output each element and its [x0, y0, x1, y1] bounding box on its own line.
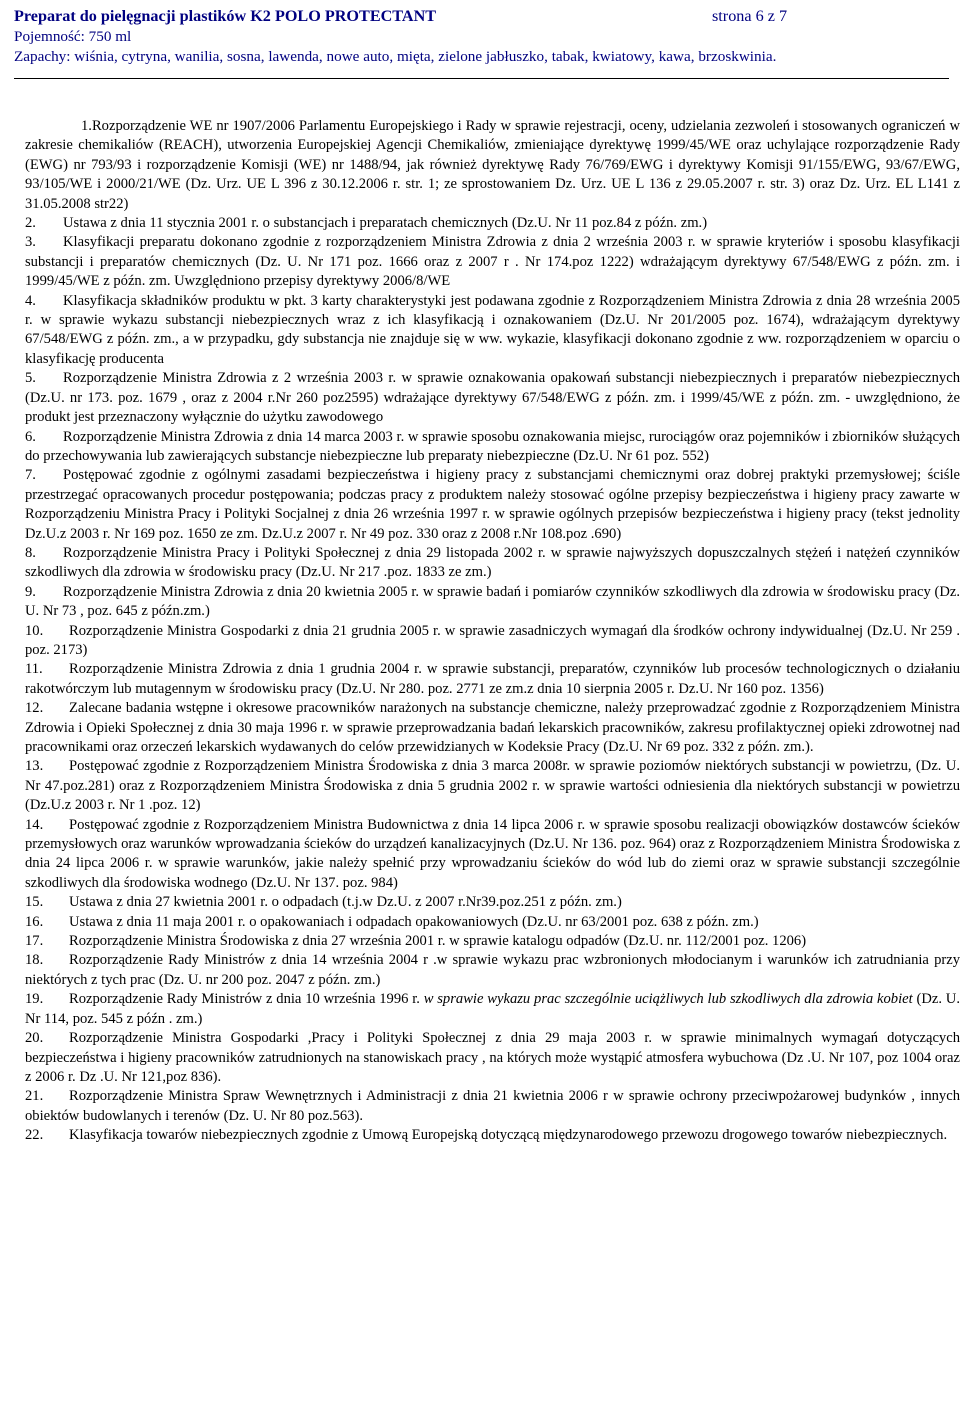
item-number: 1. [81, 118, 92, 134]
list-item [25, 466, 960, 544]
page-indicator: strona 6 z 7 [712, 7, 788, 25]
item-number: 8. [25, 544, 36, 561]
document-title: Preparat do pielęgnacji plastików K2 POLO PROTECTANT [14, 7, 437, 25]
item-text: Ustawa z dnia 11 stycznia 2001 r. o substancjach i preparatach chemicznych (Dz.U. Nr 11 poz.84 z późn. zm.) [63, 215, 708, 232]
item-text: Klasyfikacja towarów niebezpiecznych zgodnie z Umową Europejską dotyczącą międzynarodowego przewozu drogowego towarów niebezpiecznych. [69, 1127, 948, 1144]
list-item [25, 1126, 960, 1145]
item-text: Rozporządzenie Ministra Zdrowia z dnia 20 kwietnia 2005 r. w sprawie badań i pomiarów czynników szkodliwych dla zdrowia w środowisku pracy (Dz. U. Nr 73 , poz. 645 z późn.zm.) [25, 583, 960, 620]
item-number: 14. [25, 816, 44, 833]
item-text-italic: w sprawie wykazu prac szczególnie uciążliwych lub szkodliwych dla zdrowia kobiet [423, 991, 913, 1008]
list-item [25, 913, 960, 932]
item-number: 2. [25, 215, 36, 232]
list-item [25, 699, 960, 757]
list-item [25, 233, 960, 291]
list-item [25, 214, 960, 233]
item-number: 21. [25, 1088, 44, 1105]
list-item [25, 544, 960, 583]
item-number: 17. [25, 933, 44, 950]
item-text: Postępować zgodnie z Rozporządzeniem Ministra Środowiska z dnia 3 marca 2008r. w sprawie poziomów niektórych substancji w powietrzu, (Dz. U. Nr 47.poz.281) oraz z Rozporządzeniem Ministra Środowiska z dnia 5 grudnia 2002 r. w sprawie wartości odniesienia dla niektórych substancji w powietrzu (Dz.U.z 2003 r. Nr 1 .poz. 12) [25, 758, 960, 814]
item-number: 18. [25, 952, 44, 969]
item-text: Postępować zgodnie z ogólnymi zasadami bezpieczeństwa i higieny pracy z substancjami chemicznymi oraz dobrej praktyki przemysłowej; ściśle przestrzegać opracowanych procedur postępowania; podczas pracy z produktem należy stosować ogólne przepisy bezpieczeństwa i higieny pracy zawarte w Rozporządzeniu Ministra Pracy i Polityki Socjalnej z dnia 26 września 1997 r. w sprawie ogólnych przepisów bezpieczeństwa i higieny pracy (tekst jednolity Dz.U.z 2003 r. Nr 169 poz. 1650 ze zm. Dz.U.z 2007 r. Nr 49 poz. 330 oraz z 2008 r.Nr 108.poz .690) [25, 467, 960, 542]
item-text: Rozporządzenie Ministra Spraw Wewnętrznych i Administracji z dnia 21 kwietnia 2006 r w sprawie ochrony przeciwpożarowej budynków , innych obiektów budowlanych i terenów (Dz. U. Nr 80 poz.563). [25, 1088, 960, 1124]
list-item [25, 990, 960, 1029]
item-text: Rozporządzenie Ministra Środowiska z dnia 27 września 2001 r. w sprawie katalogu odpadów (Dz.U. nr. 112/2001 poz. 1206) [69, 933, 807, 950]
list-item [25, 660, 960, 699]
item-number: 5. [25, 370, 36, 387]
item-number: 16. [25, 913, 44, 930]
item-text: Rozporządzenie Ministra Zdrowia z 2 września 2003 r. w sprawie oznakowania opakowań substancji niebezpiecznych i preparatów niebezpiecznych (Dz.U. nr 173. poz. 1679 , oraz z 2004 r.Nr 260 poz2595) wdrażające dyrektywy 67/548/EWG z późn. zm. i 1999/45/WE z późn. zm. - uwzględniono, że produkt jest przeznaczony wyłącznie do użytku zawodowego [25, 370, 960, 426]
item-text-part: Rozporządzenie Rady Ministrów z dnia 10 września 1996 r. [69, 991, 424, 1008]
list-item [25, 1029, 960, 1087]
item-text: Rozporządzenie Ministra Zdrowia z dnia 1 grudnia 2004 r. w sprawie substancji, preparatów, czynników lub procesów technologicznych o działaniu rakotwórczym lub mutagennym w środowisku pracy (Dz.U. Nr 280. poz. 2771 ze zm.z dnia 10 sierpnia 2005 r. Dz.U. Nr 160 poz. 1356) [25, 661, 960, 697]
item-number: 13. [25, 758, 44, 775]
item-number: 12. [25, 700, 44, 717]
item-number: 15. [25, 894, 44, 911]
list-item [25, 292, 960, 370]
item-number: 3. [25, 234, 36, 251]
item-number: 20. [25, 1030, 44, 1047]
list-item [25, 951, 960, 990]
list-item [25, 816, 960, 894]
capacity-line: Pojemność: 750 ml [14, 28, 132, 45]
item-text: Rozporządzenie Ministra Zdrowia z dnia 14 marca 2003 r. w sprawie sposobu oznakowania miejsc, rurociągów oraz pojemników i zbiorników służących do przechowywania lub zawierających substancje niebezpieczne lub preparaty niebezpieczne (Dz.U. Nr 61 poz. 552) [25, 428, 960, 464]
item-text: Ustawa z dnia 27 kwietnia 2001 r. o odpadach (t.j.w Dz.U. z 2007 r.Nr39.poz.251 z późn. zm.) [69, 894, 622, 911]
item-text: Zalecane badania wstępne i okresowe pracowników narażonych na substancje chemiczne, należy przeprowadzać zgodnie z Rozporządzeniem Ministra Zdrowia i Opieki Społecznej z dnia 30 maja 1996 r. w sprawie przeprowadzania badań lekarskich pracowników, zakresu profilaktycznej opieki zdrowotnej nad pracownikami oraz orzeczeń lekarskich wydawanych do celów przewidzianych w Kodeksie Pracy (Dz.U. Nr 69 poz. 332 z późn. zm.). [25, 700, 960, 755]
list-item [25, 932, 960, 951]
item-text: Ustawa z dnia 11 maja 2001 r. o opakowaniach i odpadach opakowaniowych (Dz.U. nr 63/2001 poz. 638 z późn. zm.) [69, 913, 759, 930]
item-number: 6. [25, 428, 36, 445]
page-header [14, 6, 949, 67]
list-item [25, 117, 960, 214]
item-number: 19. [25, 991, 44, 1008]
item-number: 10. [25, 622, 44, 639]
item-text: Rozporządzenie Ministra Gospodarki z dnia 21 grudnia 2005 r. w sprawie zasadniczych wymagań dla środków ochrony indywidualnej (Dz.U. Nr 259 . poz. 2173) [25, 622, 960, 658]
list-item [25, 622, 960, 661]
list-item [25, 369, 960, 427]
item-number: 7. [25, 467, 36, 484]
item-text: Klasyfikacji preparatu dokonano zgodnie z rozporządzeniem Ministra Zdrowia z dnia 2 września 2003 r. w sprawie kryteriów i sposobu klasyfikacji substancji i preparatów chemicznych (Dz. U. Nr 171 poz. 1666 oraz z 2007 r . Nr 174.poz 1222) wdrażającym dyrektywy 67/548/EWG z późn. zm. i 1999/45/WE z późn. zm. Uwzględniono przepisy dyrektywy 2006/8/WE [25, 234, 960, 290]
item-number: 9. [25, 583, 36, 600]
item-number: 11. [25, 661, 43, 678]
header-divider [14, 78, 949, 79]
item-text: Rozporządzenie Ministra Gospodarki ,Pracy i Polityki Społecznej z dnia 29 maja 2003 r. w sprawie minimalnych wymagań dotyczących bezpieczeństwa i higieny pracowników zatrudnionych na stanowiskach pracy , na których może wystąpić atmosfera wybuchowa (Dz .U. Nr 107, poz 1004 oraz z 2006 r. Dz .U. Nr 121,poz 836). [25, 1030, 960, 1085]
item-text: Rozporządzenie Ministra Pracy i Polityki Społecznej z dnia 29 listopada 2002 r. w sprawie najwyższych dopuszczalnych stężeń i natężeń czynników szkodliwych dla zdrowia w środowisku pracy (Dz.U. Nr 217 .poz. 1833 ze zm.) [25, 544, 960, 581]
scents-line: Zapachy: wiśnia, cytryna, wanilia, sosna, lawenda, nowe auto, mięta, zielone jabłuszko, tabak, kwiatowy, kawa, brzoskwinia. [14, 48, 777, 65]
list-item [25, 583, 960, 622]
regulations-list [25, 117, 960, 1146]
item-text: Rozporządzenie Rady Ministrów z dnia 14 września 2004 r .w sprawie wykazu prac wzbronionych młodocianym i warunków ich zatrudniania przy niektórych z tych prac (Dz. U. nr 200 poz. 2047 z późn. zm.) [25, 952, 960, 988]
item-text: Rozporządzenie WE nr 1907/2006 Parlamentu Europejskiego i Rady w sprawie rejestracji, oceny, udzielania zezwoleń i stosowanych ograniczeń w zakresie chemikaliów (REACH), utworzenia Europejskiej Agencji Chemikaliów, zmieniające dyrektywę 1999/45/WE oraz uchylające rozporządzenie Rady (EWG) nr 793/93 i rozporządzenie Komisji (WE) nr 1488/94, jak również dyrektywę Rady 76/769/EWG i dyrektywy Komisji 91/155/EWG, 93/67/EWG, 93/105/WE i 2000/21/WE (Dz. Urz. UE L 396 z 30.12.2006 r. str. 1; ze sprostowaniem Dz. Urz. UE L 136 z 29.05.2007 r. str. 3) oraz Dz. Urz. EL L141 z 31.05.2008 str22) [25, 118, 960, 212]
list-item [25, 757, 960, 815]
item-text: Klasyfikacja składników produktu w pkt. 3 karty charakterystyki jest podawana zgodnie z Rozporządzeniem Ministra Zdrowia z dnia 28 września 2005 r. w sprawie wykazu substancji niebezpiecznych wraz z ich klasyfikacją i oznakowaniem (Dz.U. Nr 201/2005 poz. 1674), wdrażającym dyrektywy 67/548/EWG z późn. zm., a w przypadku, gdy substancja nie znajduje się w ww. wykazie, klasyfikacji dokonano zgodnie z ww. rozporządzeniem w oparciu o klasyfikację producenta [25, 292, 960, 367]
list-item [25, 1087, 960, 1126]
item-text-part: (Dz. U. Nr 114, poz. 545 z późn . zm.) [25, 991, 960, 1027]
item-text: Postępować zgodnie z Rozporządzeniem Ministra Budownictwa z dnia 14 lipca 2006 r. w sprawie sposobu realizacji obowiązków dostawców ścieków przemysłowych oraz warunków wprowadzania ścieków do urządzeń kanalizacyjnych (Dz.U. Nr 136. poz. 964) oraz z Rozporządzeniem Ministra Środowiska z dnia 24 lipca 2006 r. w sprawie warunków, jakie należy spełnić przy wprowadzaniu ścieków do wód lub do ziemi oraz w sprawie substancji szczególnie szkodliwych dla środowiska wodnego (Dz.U. Nr 137. poz. 984) [25, 816, 960, 891]
item-number: 22. [25, 1127, 44, 1144]
list-item [25, 428, 960, 467]
list-item [25, 893, 960, 912]
item-number: 4. [25, 292, 36, 309]
